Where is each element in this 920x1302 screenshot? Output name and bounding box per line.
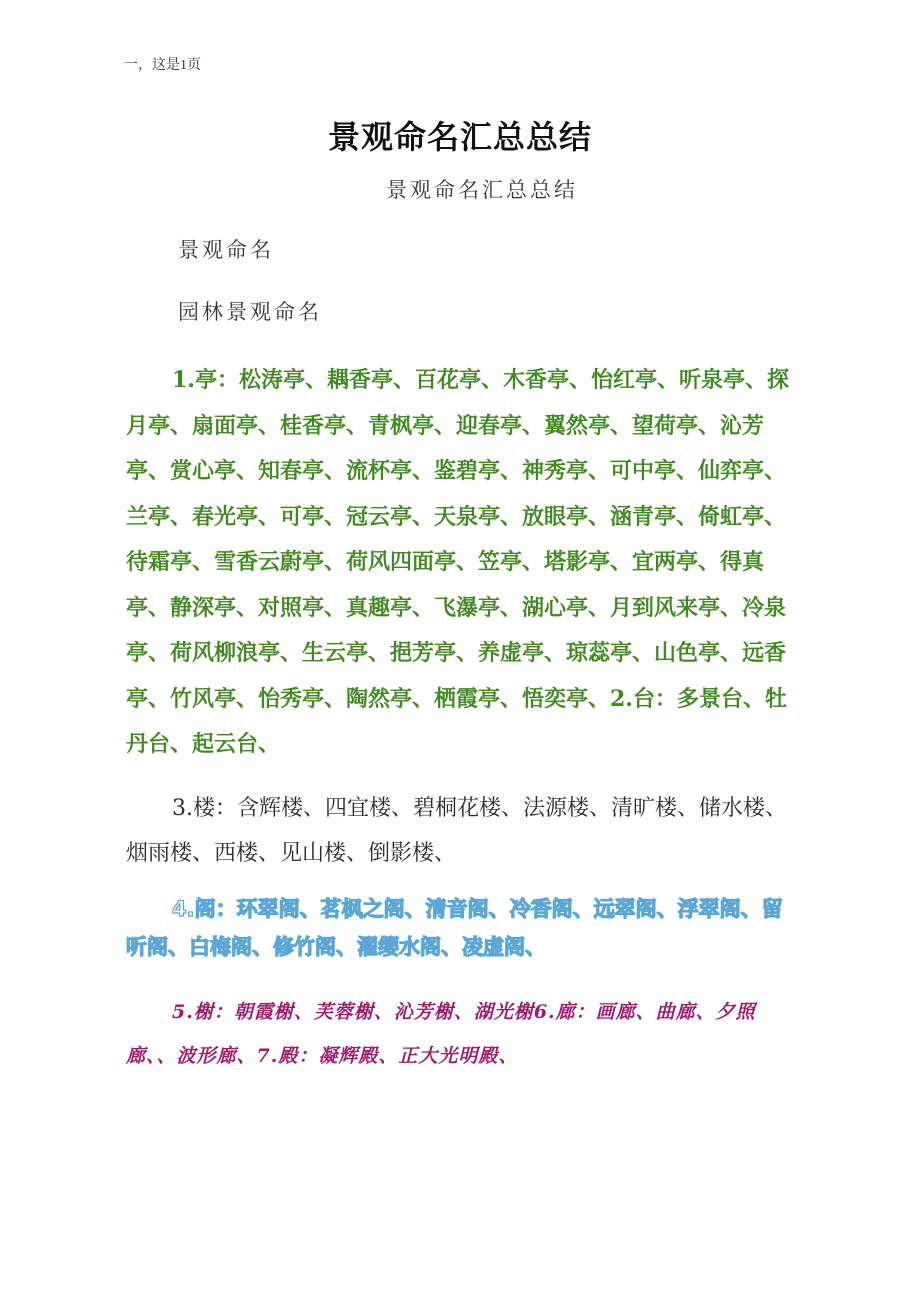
document-subtitle: 景观命名汇总总结 [386,178,578,202]
paragraph-towers: 3.楼：含辉楼、四宜楼、碧桐花楼、法源楼、清旷楼、储水楼、烟雨楼、西楼、见山楼、倒影楼、 [126,796,787,866]
section-heading-landscape-naming: 景观命名 [178,238,274,262]
paragraph-pavilion-halls: 4.阁：环翠阁、茗枫之阁、清音阁、冷香阁、远翠阁、浮翠阁、留听阁、白梅阁、修竹阁、濯缨水阁、凌虚阁、 [126,897,783,959]
section-heading-garden-naming: 园林景观命名 [178,300,322,324]
document-title: 景观命名汇总总结 [327,118,592,156]
page-header-label: 一，这是1页 [124,58,201,73]
paragraph-waterside-corridors-halls: 5.榭：朝霞榭、芙蓉榭、沁芳榭、湖光榭6.廊：画廊、曲廊、夕照廊、、波形廊、7.殿：凝辉殿、正大光明殿、 [126,1001,756,1067]
paragraph-pavilions: 1.亭：松涛亭、耦香亭、百花亭、木香亭、怡红亭、听泉亭、探月亭、扇面亭、桂香亭、青枫亭、迎春亭、翼然亭、望荷亭、沁芳亭、赏心亭、知春亭、流杯亭、鉴碧亭、神秀亭、可中亭、仙弈亭、兰亭、春光亭、可亭、冠云亭、天泉亭、放眼亭、涵青亭、倚虹亭、待霜亭、雪香云蔚亭、荷风四面亭、笠亭、塔影亭、宜两亭、得真亭、静深亭、对照亭、真趣亭、飞瀑亭、湖心亭、月到风来亭、冷泉亭、荷风柳浪亭、生云亭、挹芳亭、养虚亭、琼蕊亭、山色亭、远香亭、竹风亭、怡秀亭、陶然亭、栖霞亭、悟奕亭、2.台：多景台、牡丹台、起云台、 [126,367,789,757]
